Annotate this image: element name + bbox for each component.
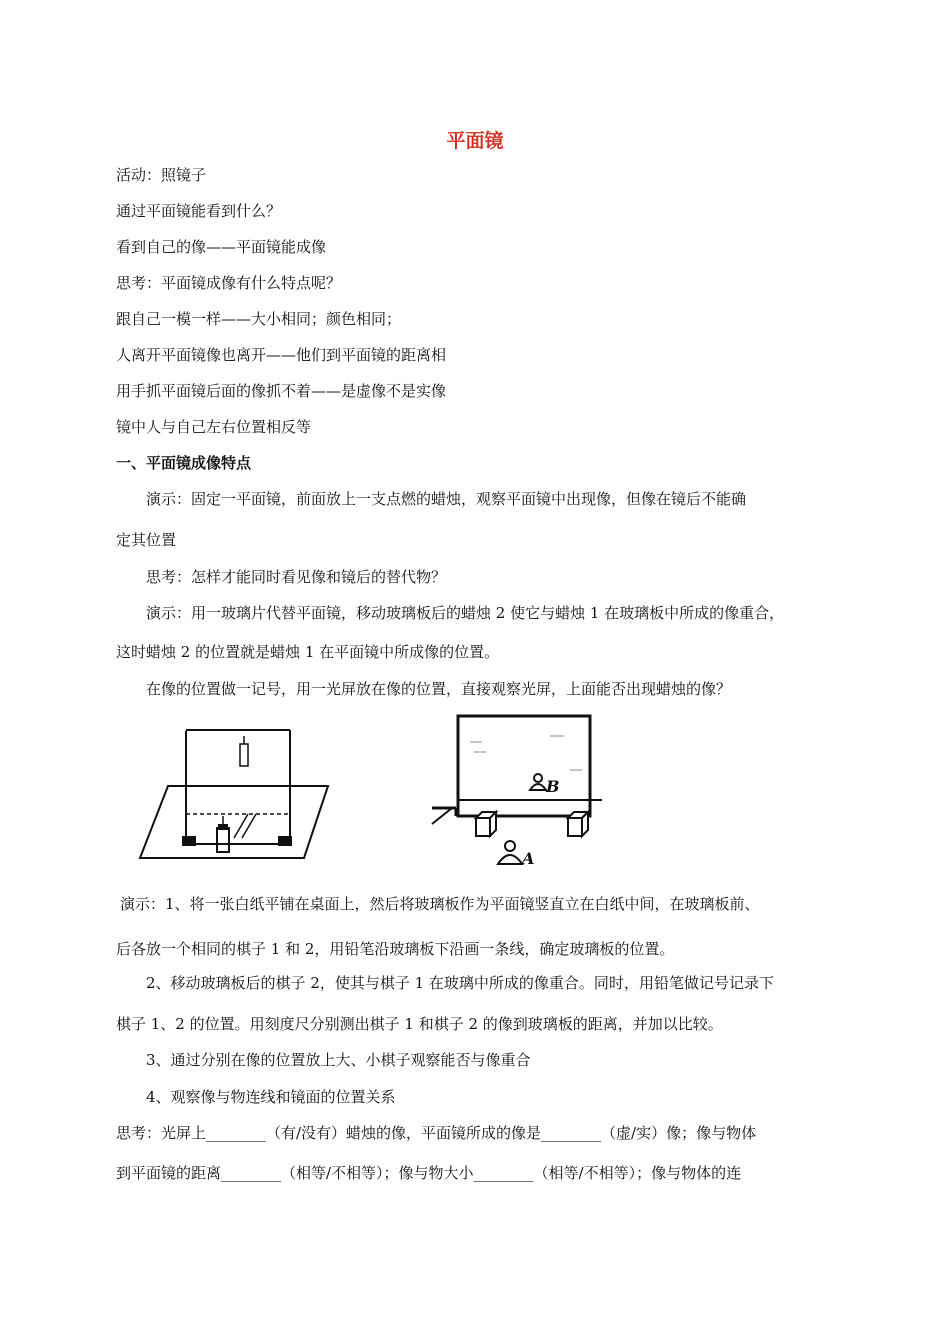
paragraph-line: 这时蜡烛 2 的位置就是蜡烛 1 在平面镜中所成像的位置。 — [116, 643, 500, 661]
label-b: B — [546, 777, 560, 796]
paragraph-line: 演示：用一玻璃片代替平面镜，移动玻璃板后的蜡烛 2 使它与蜡烛 1 在玻璃板中所成的像重合， — [146, 604, 785, 622]
paragraph-line: 演示：1、将一张白纸平铺在桌面上，然后将玻璃板作为平面镜竖直立在白纸中间，在玻璃板前、 — [120, 895, 760, 913]
intro-line: 镜中人与自己左右位置相反等 — [116, 418, 312, 436]
label-a: A — [522, 849, 535, 868]
intro-line: 看到自己的像——平面镜能成像 — [116, 238, 327, 256]
paragraph-line: 在像的位置做一记号，用一光屏放在像的位置，直接观察光屏，上面能否出现蜡烛的像？ — [146, 680, 732, 698]
paragraph-line: 3、通过分别在像的位置放上大、小棋子观察能否与像重合 — [146, 1051, 531, 1069]
intro-line: 思考：平面镜成像有什么特点呢？ — [116, 274, 342, 292]
section-heading: 一、平面镜成像特点 — [116, 454, 252, 472]
paragraph-line: 演示：固定一平面镜，前面放上一支点燃的蜡烛，观察平面镜中出现像，但像在镜后不能确 — [146, 490, 747, 508]
intro-line: 用手抓平面镜后面的像抓不着——是虚像不是实像 — [116, 382, 447, 400]
paragraph-line: 思考：怎样才能同时看见像和镜后的替代物？ — [146, 568, 447, 586]
paragraph-line: 2、移动玻璃板后的棋子 2，使其与棋子 1 在玻璃中所成的像重合。同时，用铅笔做记号记录下 — [146, 974, 774, 992]
intro-line: 跟自己一模一样——大小相同；颜色相同； — [116, 310, 402, 328]
intro-line: 通过平面镜能看到什么？ — [116, 202, 282, 220]
glass-plate-candle-figure — [138, 716, 338, 866]
paragraph-line: 后各放一个相同的棋子 1 和 2，用铅笔沿玻璃板下沿画一条线，确定玻璃板的位置。 — [116, 940, 675, 958]
paragraph-line: 定其位置 — [116, 531, 177, 549]
paragraph-line: 思考：光屏上________（有/没有）蜡烛的像，平面镜所成的像是________（虚/实）像；像与物体 — [116, 1124, 757, 1142]
intro-line: 人离开平面镜像也离开——他们到平面镜的距离相 — [116, 346, 447, 364]
page-title: 平面镜 — [446, 130, 504, 152]
intro-line: 活动：照镜子 — [116, 166, 207, 184]
glass-plate-chess-figure — [430, 712, 610, 872]
paragraph-line: 到平面镜的距离________（相等/不相等）；像与物大小________（相等/不相等）；像与物体的连 — [116, 1164, 742, 1182]
paragraph-line: 棋子 1、2 的位置。用刻度尺分别测出棋子 1 和棋子 2 的像到玻璃板的距离，并加以比较。 — [116, 1015, 723, 1033]
paragraph-line: 4、观察像与物连线和镜面的位置关系 — [146, 1088, 396, 1106]
